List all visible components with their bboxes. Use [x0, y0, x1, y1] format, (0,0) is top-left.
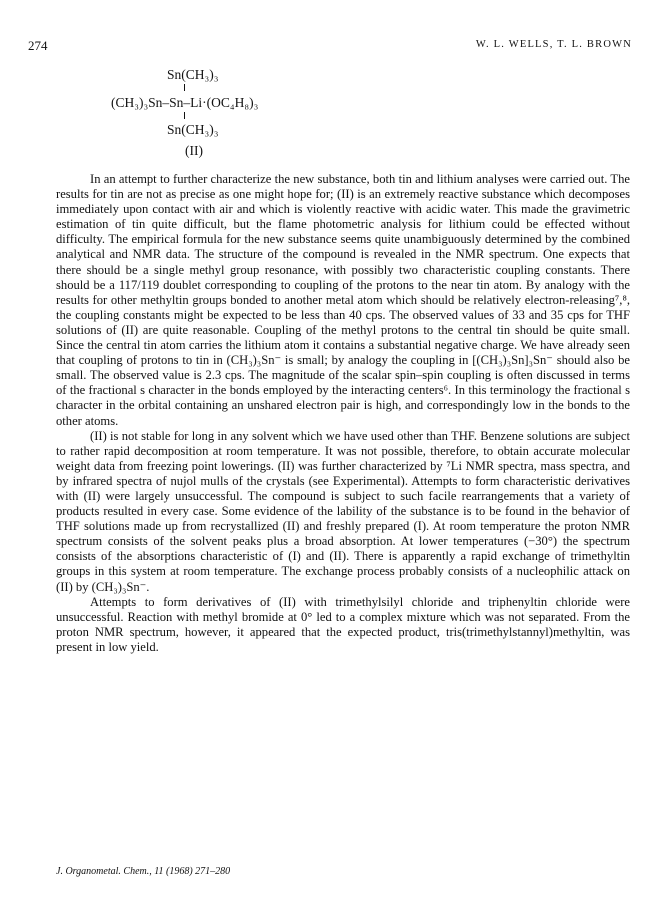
- journal-citation-footer: J. Organometal. Chem., 11 (1968) 271–280: [56, 866, 231, 877]
- body-text: [56, 172, 630, 655]
- paragraph-stability: (II) is not stable for long in any solvent which we have used other than THF. Benzene solutions are subject to rather rapid decomposition at room temperature. It was not possible, therefore, to obtain accurate molecular weight data from freezing point lowerings. (II) was further characterized by ⁷Li NMR spectra, mass spectra, and by infrared spectra of nujol mulls of the crystals (see Experimental). Attempts to form characteristic derivatives with (II) were largely unsuccessful. The compound is subject to such facile rearrangements that a variety of products resulted in every case. Some evidence of the lability of the substance is to be found in the behavior of THF solutions made up from recrystallized (II) and freshly prepared (I). At room temperature the proton NMR spectrum consists of the solvent peaks plus a broad absorption. At lower temperatures (−30°) the spectrum consists of the absorptions characteristic of (I) and (II). There is apparently a rapid exchange of trimethyltin groups in this system at room temperature. The exchange process probably consists of a nucleophilic attack on (II) by (CH₃)₃Sn⁻.: [56, 428, 630, 594]
- paragraph-analysis: In an attempt to further characterize the new substance, both tin and lithium analyses were carried out. The results for tin are not as precise as one might hope for; (II) is an extremely reactive substance which decomposes immediately upon contact with air and which is violently reactive with acidic water. This made the gravimetric estimation of tin quite difficult, but the flame photometric analysis for lithium could be effected without difficulty. The empirical formula for the new substance seems quite unambiguously determined by the combined analytical and NMR data. The structure of the compound is revealed in the NMR spectrum. One expects that there should be a single methyl group resonance, with possibly two characteristic coupling constants. There should be a 117/119 doublet corresponding to coupling of the protons to the near tin atom. By analogy with the results for other methyltin groups bonded to another metal atom which should be relatively electron-releasing⁷,⁸, the coupling constants might be expected to be less than 40 cps. The observed values of 33 and 35 cps for THF solutions of (II) are quite reasonable. Coupling of the methyl protons to the central tin should be quite small. Since the central tin atom carries the lithium atom it contains a substantial negative charge. We have already seen that coupling of protons to tin in (CH₃)₃Sn⁻ is small; by analogy the coupling in [(CH₃)₃Sn]₃Sn⁻ should also be small. The observed value is 2.3 cps. The magnitude of the scalar spin–spin coupling is often discussed in terms of the fractional s character in the bonds employed by the interacting centers⁶. In this terminology the fractional s character in the orbital containing an unshared electron pair is high, and correspondingly low in the bonds to the other atoms.: [56, 172, 630, 428]
- paragraph-derivatives: Attempts to form derivatives of (II) with trimethylsilyl chloride and triphenyltin chloride were unsuccessful. Reaction with methyl bromide at 0° led to a complex mixture which was not separated. From the proton NMR spectrum, however, it appeared that the expected product, tris(trimethylstannyl)methyltin, was present in low yield.: [56, 594, 630, 654]
- page-number: 274: [28, 38, 48, 53]
- formula-bond-top: [184, 84, 185, 91]
- formula-label: (II): [185, 143, 203, 158]
- running-header-authors: W. L. WELLS, T. L. BROWN: [475, 39, 632, 50]
- formula-middle-chain: (CH₃)₃Sn–Sn–Li·(OC₄H₈)₃: [111, 95, 259, 110]
- formula-bottom-group: Sn(CH₃)₃: [167, 122, 219, 137]
- formula-bond-bottom: [184, 112, 185, 119]
- formula-top-group: Sn(CH₃)₃: [167, 67, 219, 82]
